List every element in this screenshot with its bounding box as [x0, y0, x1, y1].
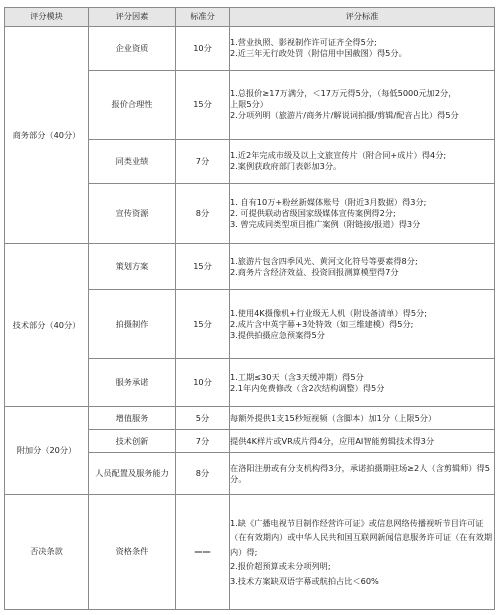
- criteria-line: 1.近2年完成市级及以上文旅宣传片（附合同+成片）得4分;: [230, 150, 447, 161]
- header-score: 标准分: [176, 8, 230, 27]
- criteria-line: 2.成片含中英字幕+3处特效（如三维建模）得5分;: [230, 318, 414, 329]
- factor-cell: 同类业绩: [89, 139, 176, 183]
- criteria-cell: [230, 453, 495, 495]
- criteria-cell: [230, 139, 495, 183]
- score-cell: 15分: [176, 244, 230, 290]
- module-bonus: 附加分（20分）: [5, 407, 89, 495]
- criteria-cell: [230, 244, 495, 290]
- score-cell: 5分: [176, 407, 230, 430]
- header-factor: 评分因素: [89, 8, 176, 27]
- score-cell: 7分: [176, 430, 230, 453]
- factor-cell: 资格条件: [89, 495, 176, 610]
- factor-cell: 企业资质: [89, 27, 176, 71]
- criteria-line: 3.提供拍摄应急预案得5分: [230, 329, 325, 340]
- criteria-line: 1.工期≤30天（含3天缓冲期）得5分: [230, 371, 364, 382]
- factor-cell: 服务承诺: [89, 359, 176, 407]
- scoring-table: [4, 7, 495, 610]
- table-row: [5, 27, 495, 71]
- criteria-line: 2. 可提供联动省级国家级媒体宣传案例得2分;: [230, 207, 396, 218]
- factor-cell: 报价合理性: [89, 70, 176, 139]
- factor-cell: 拍摄制作: [89, 290, 176, 359]
- header-module: 评分模块: [5, 8, 89, 27]
- criteria-line: 1.旅游片包含四季风光、黄河文化符号等要素得8分;: [230, 255, 418, 266]
- criteria-line: 2.1年内免费修改（含2次结构调整）得5分: [230, 382, 385, 393]
- factor-cell: 人员配置及服务能力: [89, 453, 176, 495]
- score-cell: 7分: [176, 139, 230, 183]
- factor-cell: 技术创新: [89, 430, 176, 453]
- score-cell: 8分: [176, 453, 230, 495]
- criteria-cell: [230, 495, 495, 610]
- criteria-line: 2.案例获政府部门表彰加3分。: [230, 161, 342, 172]
- criteria-cell: [230, 27, 495, 71]
- table-row: [5, 244, 495, 290]
- score-cell: 10分: [176, 27, 230, 71]
- table-header-row: [5, 8, 495, 27]
- criteria-line: 2.商务片含经济效益、投资回报测算模型得7分: [230, 266, 399, 277]
- module-business: 商务部分（40分）: [5, 27, 89, 244]
- criteria-line: 2.近三年无行政处罚（附信用中国截图）得5分。: [230, 48, 407, 59]
- module-veto: 否决条款: [5, 495, 89, 610]
- criteria-line: 1. 自有10万+粉丝新媒体账号（附近3月数据）得3分;: [230, 196, 427, 207]
- criteria-line: 1.营业执照、影视制作许可证齐全得5分;: [230, 37, 377, 48]
- score-cell: 8分: [176, 183, 230, 244]
- criteria-line: 在洛阳注册或有分支机构得3分，承诺拍摄期驻场≥2人（含剪辑师）得5分。: [230, 462, 490, 484]
- table-row: [5, 495, 495, 610]
- criteria-cell: [230, 407, 495, 430]
- criteria-line: 1.缺《广播电视节目制作经营许可证》或信息网络传播视听节目许可证（在有效期内）或中华人民共和国互联网新闻信息服务许可证（在有效期内）得;: [230, 518, 493, 557]
- criteria-cell: [230, 359, 495, 407]
- factor-cell: 宣传资源: [89, 183, 176, 244]
- factor-cell: 增值服务: [89, 407, 176, 430]
- table-row: [5, 407, 495, 430]
- score-cell: 15分: [176, 70, 230, 139]
- criteria-cell: [230, 183, 495, 244]
- criteria-cell: [230, 430, 495, 453]
- criteria-line: 上限5分）: [230, 99, 268, 110]
- score-cell: 15分: [176, 290, 230, 359]
- criteria-cell: [230, 70, 495, 139]
- criteria-line: 3. 曾完成同类型项目推广案例（附链接/报道）得3分: [230, 219, 421, 230]
- score-cell: ——: [176, 495, 230, 610]
- criteria-line: 2.报价超预算或未分项列明;: [230, 561, 331, 572]
- module-technical: 技术部分（40分）: [5, 244, 89, 407]
- criteria-line: 3.技术方案缺双语字幕或航拍占比＜60%: [230, 575, 379, 586]
- score-cell: 10分: [176, 359, 230, 407]
- criteria-line: 提供4K样片或VR成片得4分，应用AI智能剪辑技术得3分: [230, 435, 435, 446]
- criteria-cell: [230, 290, 495, 359]
- criteria-line: 每额外提供1支15秒短视频（含脚本）加1分（上限5分）: [230, 412, 437, 423]
- criteria-line: 2.分项列明（旅游片/商务片/解说词拍摄/剪辑/配音占比）得5分: [230, 110, 459, 121]
- header-criteria: 评分标准: [230, 8, 495, 27]
- criteria-line: 1.使用4K摄像机+行业级无人机（附设备清单）得5分;: [230, 307, 427, 318]
- criteria-line: 1.总报价≥17万满分，＜17万元得5分，（每低5000元加2分，: [230, 88, 457, 99]
- factor-cell: 策划方案: [89, 244, 176, 290]
